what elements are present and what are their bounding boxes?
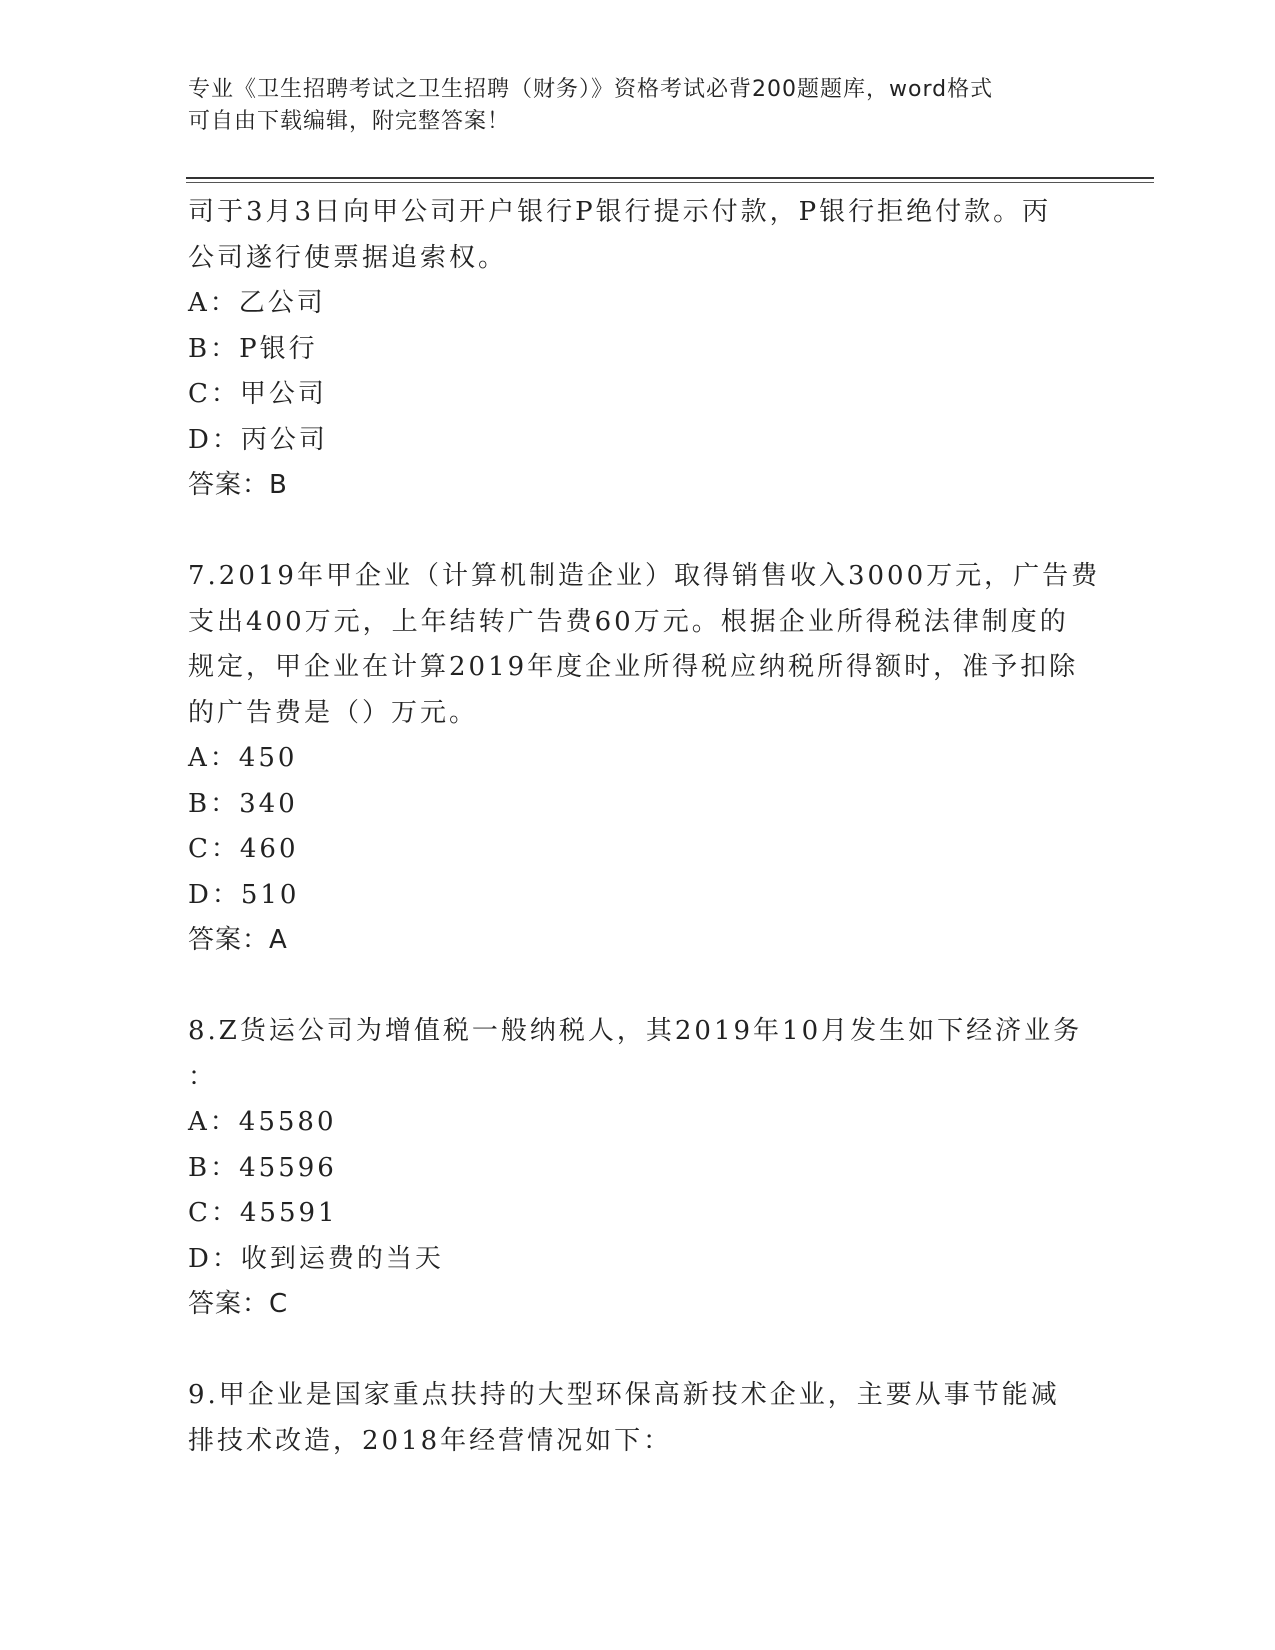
option-b: B：P银行 xyxy=(188,333,318,364)
option-a: A：乙公司 xyxy=(188,288,326,318)
question-text-line: 9.甲企业是国家重点扶持的大型环保高新技术企业，主要从事节能减 xyxy=(188,1380,1060,1410)
option-c: C：甲公司 xyxy=(188,379,327,409)
question-8 xyxy=(188,1009,1088,1328)
question-9 xyxy=(188,1373,1088,1464)
question-text-line: 规定，甲企业在计算2019年度企业所得税应纳税所得额时，准予扣除 xyxy=(188,652,1079,682)
option-c: C：460 xyxy=(188,834,299,864)
question-7 xyxy=(188,554,1101,964)
header-divider-thick xyxy=(186,177,1154,179)
spacer xyxy=(188,1328,1088,1374)
option-a: A：450 xyxy=(188,743,298,773)
question-text-line: 8.Z货运公司为增值税一般纳税人，其2019年10月发生如下经济业务 xyxy=(188,1016,1083,1046)
spacer xyxy=(188,509,1088,555)
question-text-line: 7.2019年甲企业（计算机制造企业）取得销售收入3000万元，广告费 xyxy=(188,561,1101,591)
option-a: A：45580 xyxy=(188,1107,337,1137)
option-c: C：45591 xyxy=(188,1198,338,1228)
answer-line: 答案：B xyxy=(188,470,288,500)
option-b: B：45596 xyxy=(188,1152,337,1183)
header-line-2: 可自由下载编辑，附完整答案！ xyxy=(188,109,511,134)
answer-line: 答案：C xyxy=(188,1289,289,1319)
option-d: D：丙公司 xyxy=(188,424,328,455)
header-divider-thin xyxy=(186,182,1154,183)
option-d: D：收到运费的当天 xyxy=(188,1243,444,1274)
spacer xyxy=(188,964,1088,1010)
header-line-1: 专业《卫生招聘考试之卫生招聘（财务）》资格考试必背200题题库，word格式 xyxy=(188,77,994,102)
document-header xyxy=(188,74,1088,138)
question-text-line: 支出400万元，上年结转广告费60万元。根据企业所得税法律制度的 xyxy=(188,606,1069,637)
option-d: D：510 xyxy=(188,879,300,910)
question-text-line: 公司遂行使票据追索权。 xyxy=(188,242,508,273)
answer-line: 答案：A xyxy=(188,925,288,955)
question-text-line: ： xyxy=(188,1061,218,1092)
option-b: B：340 xyxy=(188,788,298,819)
question-text-line: 排技术改造，2018年经营情况如下： xyxy=(188,1425,673,1456)
question-list xyxy=(188,190,1101,1464)
question-text-line: 司于3月3日向甲公司开户银行P银行提示付款，P银行拒绝付款。丙 xyxy=(188,197,1052,227)
question-6 xyxy=(188,190,1088,509)
question-text-line: 的广告费是（）万元。 xyxy=(188,697,479,728)
